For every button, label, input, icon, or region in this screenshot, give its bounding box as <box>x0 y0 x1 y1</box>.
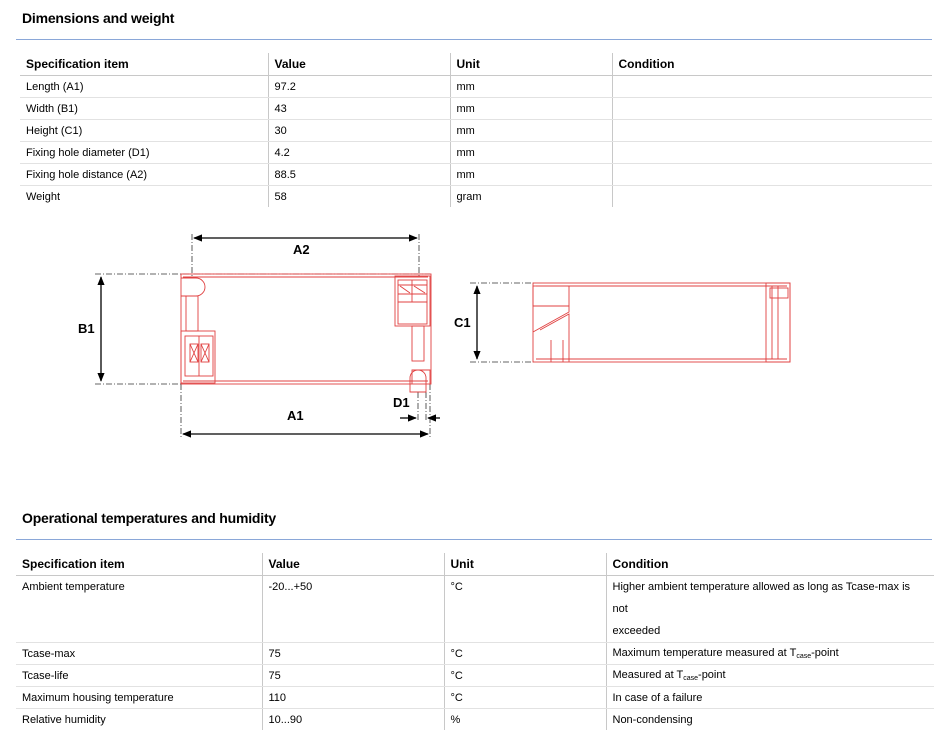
cell-value: 43 <box>268 98 450 120</box>
cell-condition <box>612 120 932 142</box>
table-row <box>20 186 932 208</box>
label-d1: D1 <box>393 395 410 410</box>
section-title-temperatures: Operational temperatures and humidity <box>22 510 276 526</box>
cell-condition <box>612 98 932 120</box>
cell-unit: °C <box>444 687 606 709</box>
table-row <box>16 709 934 730</box>
table-row <box>20 98 932 120</box>
cell-unit: mm <box>450 142 612 164</box>
condition-line: exceeded <box>613 625 661 637</box>
cell-item: Width (B1) <box>20 98 268 120</box>
temperatures-table <box>16 553 934 730</box>
header-spec-item: Specification item <box>16 553 262 576</box>
table-header-row <box>20 53 932 76</box>
condition-line: Higher ambient temperature allowed as long as Tcase-max is not <box>613 581 911 615</box>
table-row <box>20 120 932 142</box>
device-top-view <box>181 274 431 392</box>
dimension-arrows <box>101 238 477 434</box>
condition-text: Maximum temperature measured at T <box>613 647 797 659</box>
cell-value: 75 <box>262 665 444 687</box>
cell-condition <box>606 643 934 665</box>
cell-unit: % <box>444 709 606 730</box>
cell-value: 30 <box>268 120 450 142</box>
cell-value: 75 <box>262 643 444 665</box>
cell-value: 4.2 <box>268 142 450 164</box>
cell-condition <box>612 164 932 186</box>
header-condition: Condition <box>606 553 934 576</box>
cell-value: 110 <box>262 687 444 709</box>
cell-unit: °C <box>444 643 606 665</box>
cell-condition <box>612 142 932 164</box>
cell-value: 10...90 <box>262 709 444 730</box>
section-title-dimensions: Dimensions and weight <box>22 10 174 26</box>
dimension-guides <box>95 234 534 438</box>
cell-condition <box>612 76 932 98</box>
condition-subscript: case <box>796 653 811 660</box>
cell-item: Fixing hole diameter (D1) <box>20 142 268 164</box>
cell-unit: mm <box>450 164 612 186</box>
table-row <box>16 687 934 709</box>
header-value: Value <box>262 553 444 576</box>
dimensions-table <box>20 53 932 207</box>
condition-text: -point <box>811 647 839 659</box>
header-condition: Condition <box>612 53 932 76</box>
cell-value: 58 <box>268 186 450 208</box>
cell-item: Relative humidity <box>16 709 262 730</box>
label-b1: B1 <box>78 321 95 336</box>
cell-item: Tcase-life <box>16 665 262 687</box>
cell-condition: In case of a failure <box>606 687 934 709</box>
cell-item: Fixing hole distance (A2) <box>20 164 268 186</box>
cell-unit: mm <box>450 120 612 142</box>
condition-text: -point <box>698 669 726 681</box>
cell-item: Tcase-max <box>16 643 262 665</box>
table-row <box>16 576 934 643</box>
cell-condition <box>606 665 934 687</box>
cell-value: 97.2 <box>268 76 450 98</box>
cell-unit: mm <box>450 76 612 98</box>
header-value: Value <box>268 53 450 76</box>
cell-item: Height (C1) <box>20 120 268 142</box>
table-row <box>20 76 932 98</box>
cell-unit: mm <box>450 98 612 120</box>
condition-subscript: case <box>683 675 698 682</box>
section-divider <box>16 539 932 540</box>
cell-value: -20...+50 <box>262 576 444 643</box>
cell-value: 88.5 <box>268 164 450 186</box>
cell-condition <box>612 186 932 208</box>
cell-condition <box>606 576 934 643</box>
cell-item: Maximum housing temperature <box>16 687 262 709</box>
label-c1: C1 <box>454 315 471 330</box>
header-unit: Unit <box>444 553 606 576</box>
section-divider <box>16 39 932 40</box>
header-unit: Unit <box>450 53 612 76</box>
table-row <box>16 643 934 665</box>
cell-item: Length (A1) <box>20 76 268 98</box>
cell-item: Ambient temperature <box>16 576 262 643</box>
cell-condition: Non-condensing <box>606 709 934 730</box>
device-side-view <box>533 283 790 362</box>
table-row <box>16 665 934 687</box>
table-row <box>20 142 932 164</box>
label-a2: A2 <box>293 242 310 257</box>
cell-unit: °C <box>444 665 606 687</box>
dimension-drawing <box>0 220 943 450</box>
cell-unit: °C <box>444 576 606 643</box>
condition-text: Measured at T <box>613 669 684 681</box>
cell-unit: gram <box>450 186 612 208</box>
header-spec-item: Specification item <box>20 53 268 76</box>
table-row <box>20 164 932 186</box>
cell-item: Weight <box>20 186 268 208</box>
label-a1: A1 <box>287 408 304 423</box>
table-header-row <box>16 553 934 576</box>
